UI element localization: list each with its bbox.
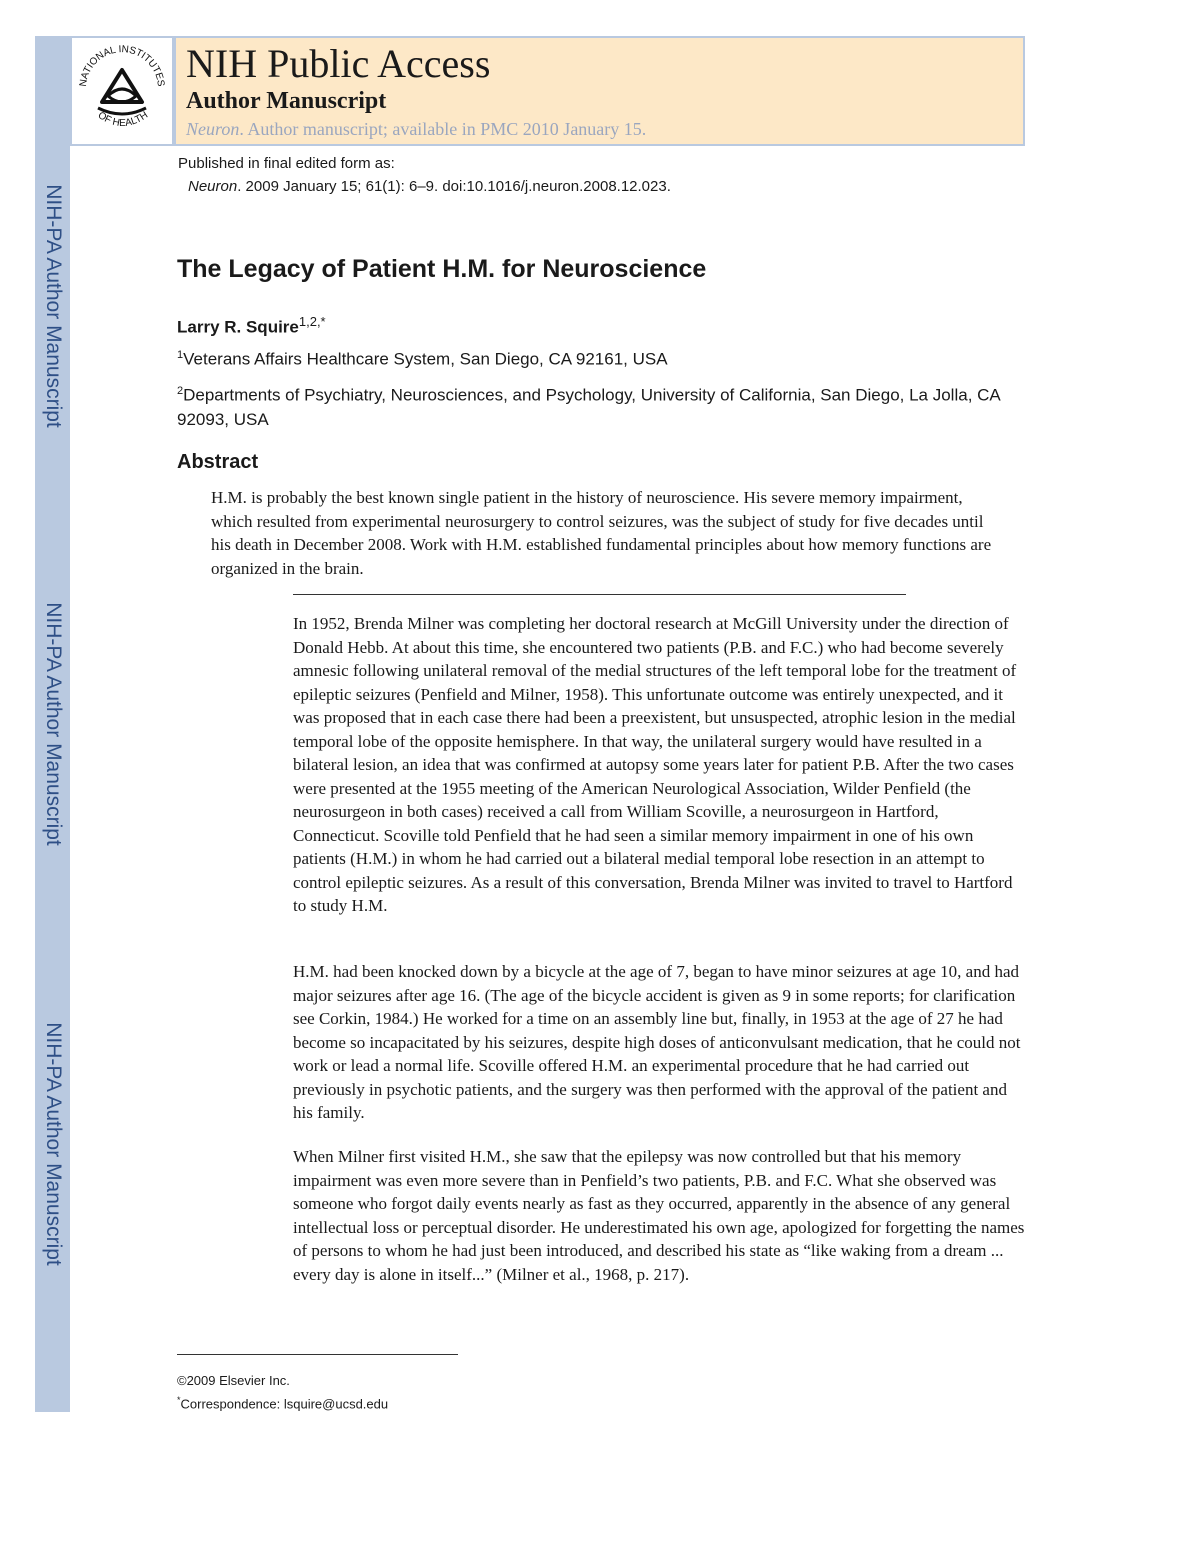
body-paragraph: H.M. had been knocked down by a bicycle at the age of 7, began to have minor seizures at age 10, and had major seizures after age 16. (The age of the bicycle accident is given as 9 in some reports; for clarification see Corkin, 1984.) He worked for a time on an assembly line but, finally, in 1953 at the age of 27 he had become so incapacitated by his seizures, despite high doses of anticonvulsant medication, that he could not work or lead a normal life. Scoville offered H.M. an experimental procedure that he had carried out previously in psychotic patients, and the surgery was then performed with the approval of the patient and his family. (293, 962, 1021, 1122)
nih-pa-sidebar: NIH-PA Author Manuscript NIH-PA Author Manuscript NIH-PA Author Manuscript (35, 36, 70, 1412)
divider (293, 594, 906, 595)
svg-text:NATIONAL INSTITUTES: NATIONAL INSTITUTES (77, 44, 167, 88)
author: Larry R. Squire$^{1,2,*}$ (177, 314, 326, 337)
article-title: The Legacy of Patient H.M. for Neuroscience (177, 255, 707, 283)
header-title: NIH Public Access (186, 41, 491, 86)
svg-text:OF HEALTH: OF HEALTH (95, 109, 151, 130)
correspondence-note: *Correspondence: lsquire@ucsd.edu (177, 1395, 389, 1412)
header-banner (174, 36, 1025, 146)
header-subtitle: Author Manuscript (186, 88, 387, 114)
citation: Neuron. 2009 January 15; 61(1): 6–9. doi:10.1016/j.neuron.2008.12.023. (188, 178, 671, 195)
header-availability: Neuron. Author manuscript; available in PMC 2010 January 15. (186, 119, 647, 139)
abstract-heading: Abstract (177, 451, 259, 473)
footnote-divider (177, 1354, 458, 1355)
body-paragraph: In 1952, Brenda Milner was completing her doctoral research at McGill University under the direction of Donald Hebb. At about this time, she encountered two patients (P.B. and F.C.) who had become severely amnesic following unilateral removal of the medial structures of the left temporal lobe for the treatment of epileptic seizures (Penfield and Milner, 1958). This unfortunate outcome was entirely unexpected, and it was proposed that in each case there had been a preexistent, but unsuspected, atrophic lesion in the medial temporal lobe of the opposite hemisphere. In that way, the unilateral surgery would have resulted in a bilateral lesion, an idea that was confirmed at autopsy some years later for patient P.B. After the two cases were presented at the 1955 meeting of the American Neurological Association, Wilder Penfield (the neurosurgeon in both cases) received a call from William Scoville, a neurosurgeon in Hartford, Connecticut. Scoville told Penfield that he had seen a similar memory impairment in one of his own patients (H.M.) in whom he had carried out a bilateral medial temporal lobe resection in an attempt to control epileptic seizures. As a result of this conversation, Brenda Milner was invited to travel to Hartford to study H.M. (293, 614, 1017, 915)
published-label: Published in final edited form as: (178, 155, 395, 172)
publication-info (178, 152, 671, 198)
journal-name: Neuron (186, 119, 240, 139)
affiliation-2: $^2$Departments of Psychiatry, Neurosciences, and Psychology, University of California, San Diego, La Jolla, CA 92093, USA (177, 385, 1000, 429)
nih-logo (70, 36, 174, 146)
copyright-note: ©2009 Elsevier Inc. (177, 1373, 290, 1388)
body-paragraph: When Milner first visited H.M., she saw that the epilepsy was now controlled but that his memory impairment was even more severe than in Penfield’s two patients, P.B. and F.C. What she observed was someone who forgot daily events nearly as fast as they occurred, apparently in the absence of any general intellectual loss or perceptual disorder. He underestimated his own age, apologized for forgetting the names of persons to whom he had just been introduced, and described his state as “like waking from a dream ... every day is alone in itself...” (Milner et al., 1968, p. 217). (293, 1147, 1025, 1284)
abstract-text: H.M. is probably the best known single patient in the history of neuroscience. His severe memory impairment, which resulted from experimental neurosurgery to control seizures, was the subject of study for five decades until his death in December 2008. Work with H.M. established fundamental principles about how memory functions are organized in the brain. (211, 488, 992, 578)
affiliation-1: $^1$Veterans Affairs Healthcare System, San Diego, CA 92161, USA (177, 349, 668, 369)
nih-seal-icon (72, 38, 172, 144)
